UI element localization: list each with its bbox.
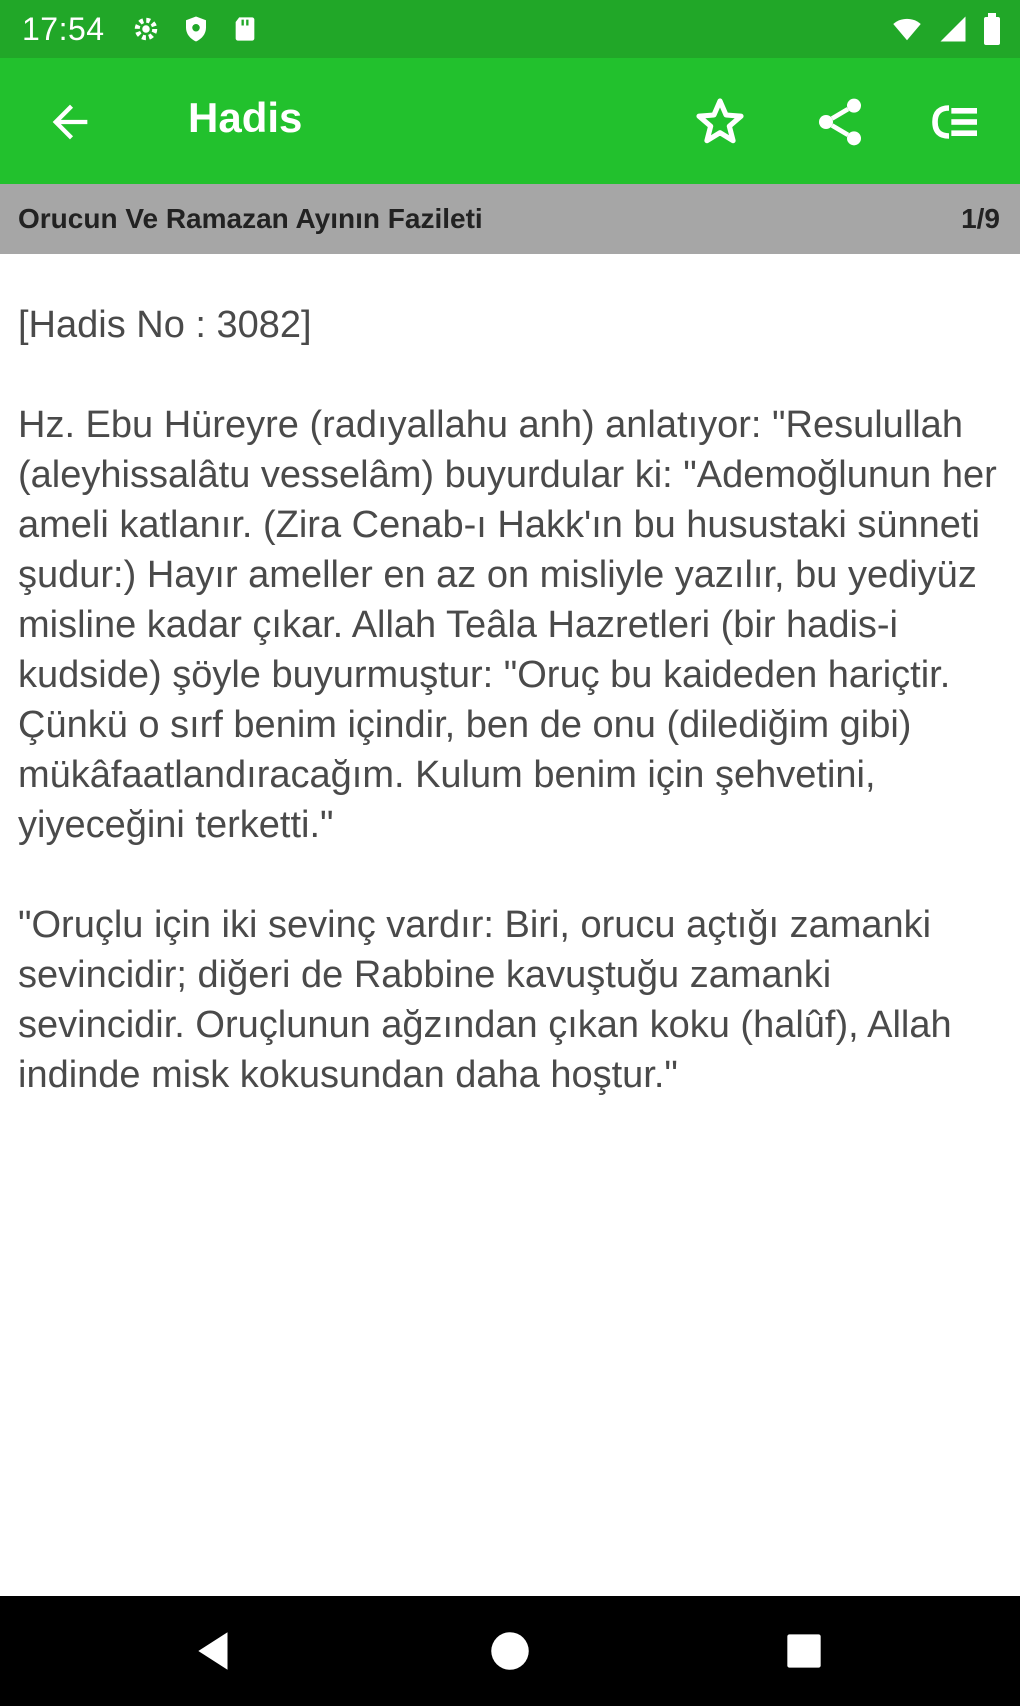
nav-home-icon[interactable] <box>485 1626 535 1676</box>
shield-icon <box>181 14 211 44</box>
back-arrow-icon[interactable] <box>44 96 96 148</box>
wifi-icon <box>890 14 924 44</box>
page-indicator: 1/9 <box>961 203 1000 234</box>
hadith-number: [Hadis No : 3082] <box>18 304 312 346</box>
list-menu-icon[interactable] <box>928 94 984 150</box>
app-bar-title: Hadis <box>188 94 303 141</box>
app-bar <box>0 58 1020 184</box>
hadith-paragraph-1: Hz. Ebu Hüreyre (radıyallahu anh) anlatıyor: "Resulullah (aleyhissalâtu vesselâm) buyurdular ki: "Ademoğlunun her ameli katlanır. (Zira Cenab-ı Hakk'ın bu husustaki sünneti şudur:) Hayır ameller en az on misliyle yazılır, bu yediyüz misline kadar çıkar. Allah Teâla Hazretleri (bir hadis-i kudside) şöyle buyurmuştur: "Oruç bu kaideden hariçtir. Çünkü o sırf benim içindir, ben de onu (dilediğim gibi) mükâfaatlandıracağım. Kulum benim için şehvetini, yiyeceğini terketti." <box>18 404 997 846</box>
nav-back-icon[interactable] <box>190 1626 240 1676</box>
status-bar <box>0 0 1020 58</box>
hadith-content <box>18 300 1008 1150</box>
system-nav-bar <box>0 1596 1020 1706</box>
section-title: Orucun Ve Ramazan Ayının Fazileti <box>18 203 483 234</box>
hadith-paragraph-2: "Oruçlu için iki sevinç vardır: Biri, orucu açtığı zamanki sevincidir; diğeri de Rabbine kavuştuğu zamanki sevincidir. Oruçlunun ağzından çıkan koku (halûf), Allah indinde misk kokusundan daha hoştur." <box>18 904 952 1096</box>
star-icon[interactable] <box>692 94 748 150</box>
battery-icon <box>982 13 1002 45</box>
section-header <box>0 184 1020 254</box>
settings-icon <box>131 14 161 44</box>
signal-icon <box>938 14 968 44</box>
sd-card-icon <box>231 14 259 44</box>
nav-recents-icon[interactable] <box>779 1626 829 1676</box>
share-icon[interactable] <box>812 94 868 150</box>
status-time: 17:54 <box>22 10 105 47</box>
